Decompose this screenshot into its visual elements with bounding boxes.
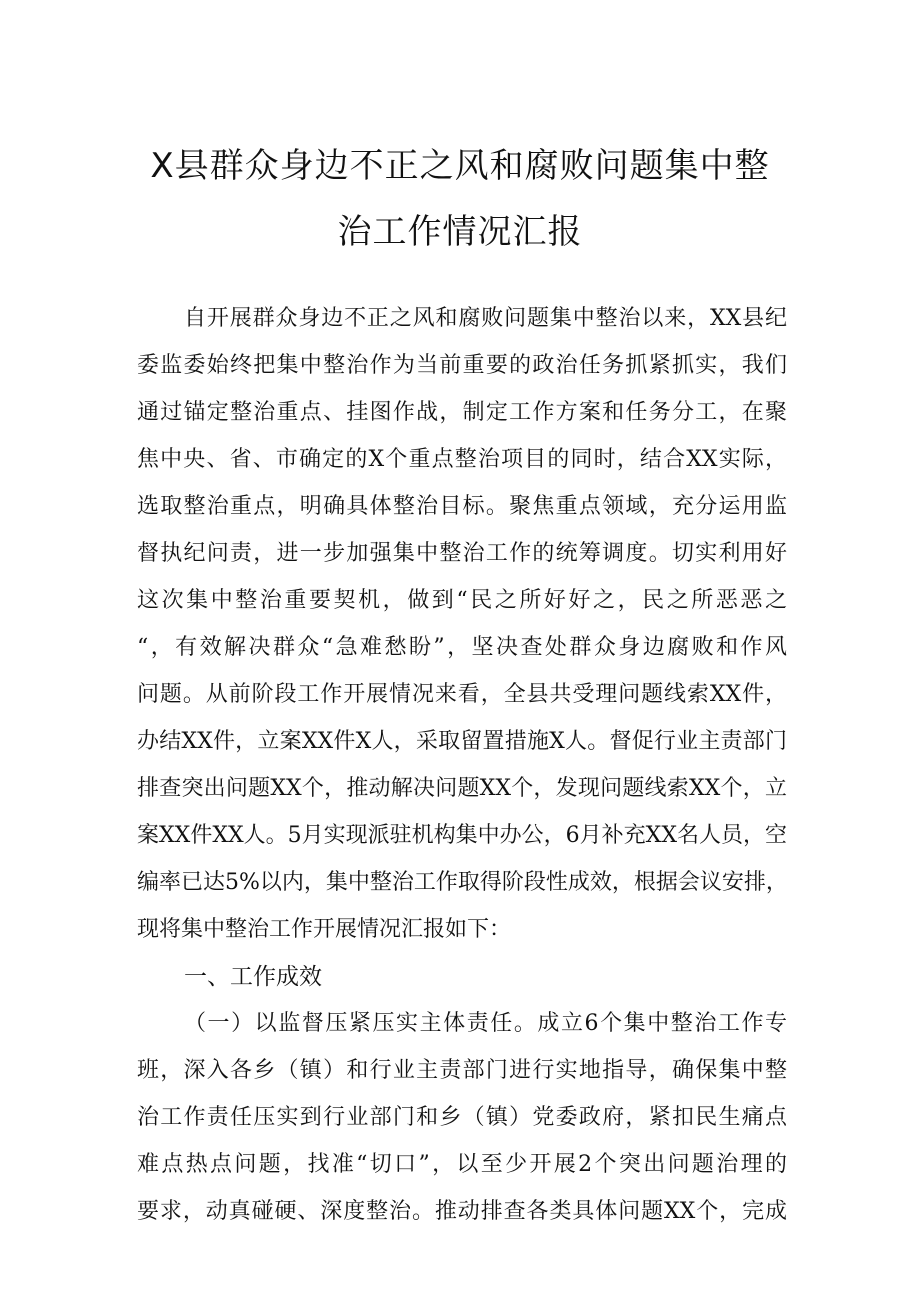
section-heading: 一、工作成效: [184, 964, 322, 990]
paragraph-line: （一）以监督压紧压实主体责任。成立6个集中整治工作专: [184, 1011, 787, 1036]
paragraph-line: 班，深入各乡（镇）和行业主责部门进行实地指导，确保集中整: [137, 1058, 787, 1083]
paragraph-line: “，有效解决群众“急难愁盼”，坚决查处群众身边腐败和作风: [137, 635, 787, 660]
paragraph-line: 通过锚定整治重点、挂图作战，制定工作方案和任务分工，在聚: [137, 400, 787, 425]
document-title-line-2: 治工作情况汇报: [337, 212, 583, 252]
paragraph-line: 排查突出问题XX个，推动解决问题XX个，发现问题线索XX个，立: [137, 776, 787, 801]
paragraph-line: 案XX件XX人。5月实现派驻机构集中办公，6月补充XX名人员，空: [137, 823, 787, 848]
paragraph-line: 现将集中整治工作开展情况汇报如下：: [137, 917, 512, 942]
paragraph-line: 自开展群众身边不正之风和腐败问题集中整治以来，XX县纪: [184, 306, 787, 331]
paragraph-line: 编率已达5%以内，集中整治工作取得阶段性成效，根据会议安排，: [137, 870, 788, 895]
document-title-line-1: X县群众身边不正之风和腐败问题集中整: [150, 146, 770, 186]
paragraph-line: 选取整治重点，明确具体整治目标。聚焦重点领域，充分运用监: [137, 494, 787, 519]
paragraph-line: 要求，动真碰硬、深度整治。推动排查各类具体问题XX个，完成: [137, 1199, 787, 1224]
paragraph-line: 委监委始终把集中整治作为当前重要的政治任务抓紧抓实，我们: [137, 353, 787, 378]
paragraph-line: 问题。从前阶段工作开展情况来看，全县共受理问题线索XX件，: [137, 682, 787, 707]
paragraph-line: 这次集中整治重要契机，做到“民之所好好之，民之所恶恶之: [137, 588, 787, 613]
paragraph-line: 治工作责任压实到行业部门和乡（镇）党委政府，紧扣民生痛点: [137, 1105, 787, 1130]
paragraph-line: 督执纪问责，进一步加强集中整治工作的统筹调度。切实利用好: [137, 541, 787, 566]
paragraph-line: 焦中央、省、市确定的X个重点整治项目的同时，结合XX实际，: [137, 447, 787, 472]
paragraph-line: 办结XX件，立案XX件X人，采取留置措施X人。督促行业主责部门: [137, 729, 787, 754]
paragraph-line: 难点热点问题，找准“切口”，以至少开展2个突出问题治理的: [137, 1152, 787, 1177]
